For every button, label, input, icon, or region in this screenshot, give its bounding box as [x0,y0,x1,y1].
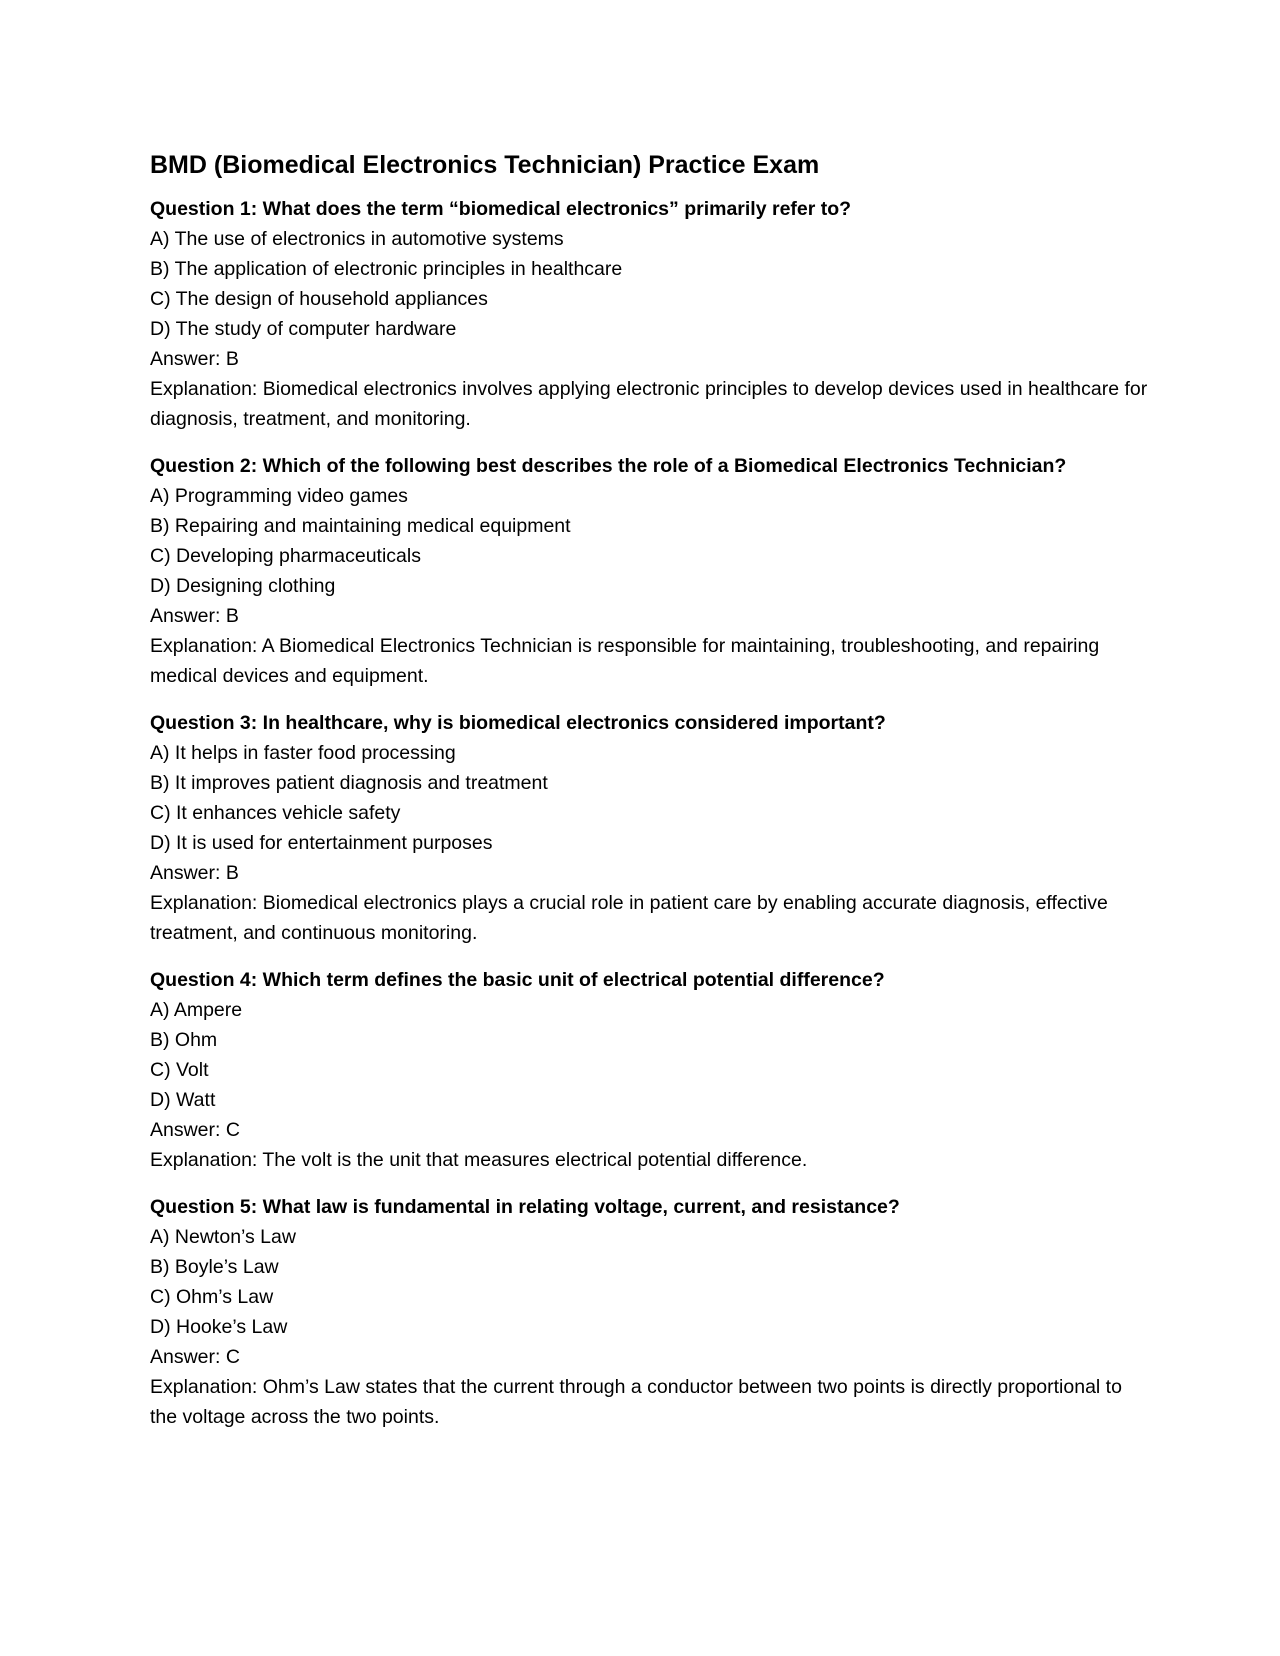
answer-text: Answer: B [150,348,239,370]
option-a: A) Newton’s Law [150,1226,296,1248]
question-text: Question 3: In healthcare, why is biomedical electronics considered important? [150,712,886,734]
option-b: B) Repairing and maintaining medical equipment [150,515,571,537]
option-c: C) It enhances vehicle safety [150,802,401,824]
option-b: B) Boyle’s Law [150,1256,279,1278]
answer-text: Answer: B [150,862,239,884]
explanation-text: Explanation: Biomedical electronics involves applying electronic principles to develop devices used in healthcare for diagnosis, treatment, and monitoring. [150,378,1148,430]
option-b: B) The application of electronic principles in healthcare [150,258,623,280]
option-c: C) Ohm’s Law [150,1286,274,1308]
option-a: A) It helps in faster food processing [150,742,456,764]
explanation-text: Explanation: A Biomedical Electronics Technician is responsible for maintaining, troubleshooting, and repairing medical devices and equipment. [150,635,1100,687]
option-a: A) Programming video games [150,485,408,507]
explanation-text: Explanation: The volt is the unit that measures electrical potential difference. [150,1149,808,1171]
option-c: C) The design of household appliances [150,288,488,310]
option-a: A) The use of electronics in automotive systems [150,228,564,250]
document-content [150,148,1150,1449]
explanation-text: Explanation: Ohm’s Law states that the current through a conductor between two points is directly proportional to the voltage across the two points. [150,1376,1122,1428]
question-text: Question 4: Which term defines the basic unit of electrical potential difference? [150,969,885,991]
option-c: C) Developing pharmaceuticals [150,545,421,567]
option-d: D) Hooke’s Law [150,1316,288,1338]
option-d: D) It is used for entertainment purposes [150,832,493,854]
answer-text: Answer: C [150,1119,240,1141]
answer-text: Answer: B [150,605,239,627]
option-b: B) It improves patient diagnosis and treatment [150,772,548,794]
question-text: Question 2: Which of the following best describes the role of a Biomedical Electronics Technician? [150,455,1067,477]
option-d: D) Watt [150,1089,216,1111]
option-d: D) The study of computer hardware [150,318,457,340]
answer-text: Answer: C [150,1346,240,1368]
question-block-5 [150,1192,1150,1432]
question-block-1 [150,194,1150,434]
question-block-3 [150,708,1150,948]
question-block-4 [150,965,1150,1175]
question-text: Question 1: What does the term “biomedical electronics” primarily refer to? [150,198,852,220]
option-d: D) Designing clothing [150,575,336,597]
option-b: B) Ohm [150,1029,218,1051]
explanation-text: Explanation: Biomedical electronics plays a crucial role in patient care by enabling accurate diagnosis, effective treatment, and continuous monitoring. [150,892,1108,944]
question-block-2 [150,451,1150,691]
option-a: A) Ampere [150,999,243,1021]
page-title: BMD (Biomedical Electronics Technician) Practice Exam [150,151,820,179]
option-c: C) Volt [150,1059,209,1081]
question-text: Question 5: What law is fundamental in relating voltage, current, and resistance? [150,1196,900,1218]
